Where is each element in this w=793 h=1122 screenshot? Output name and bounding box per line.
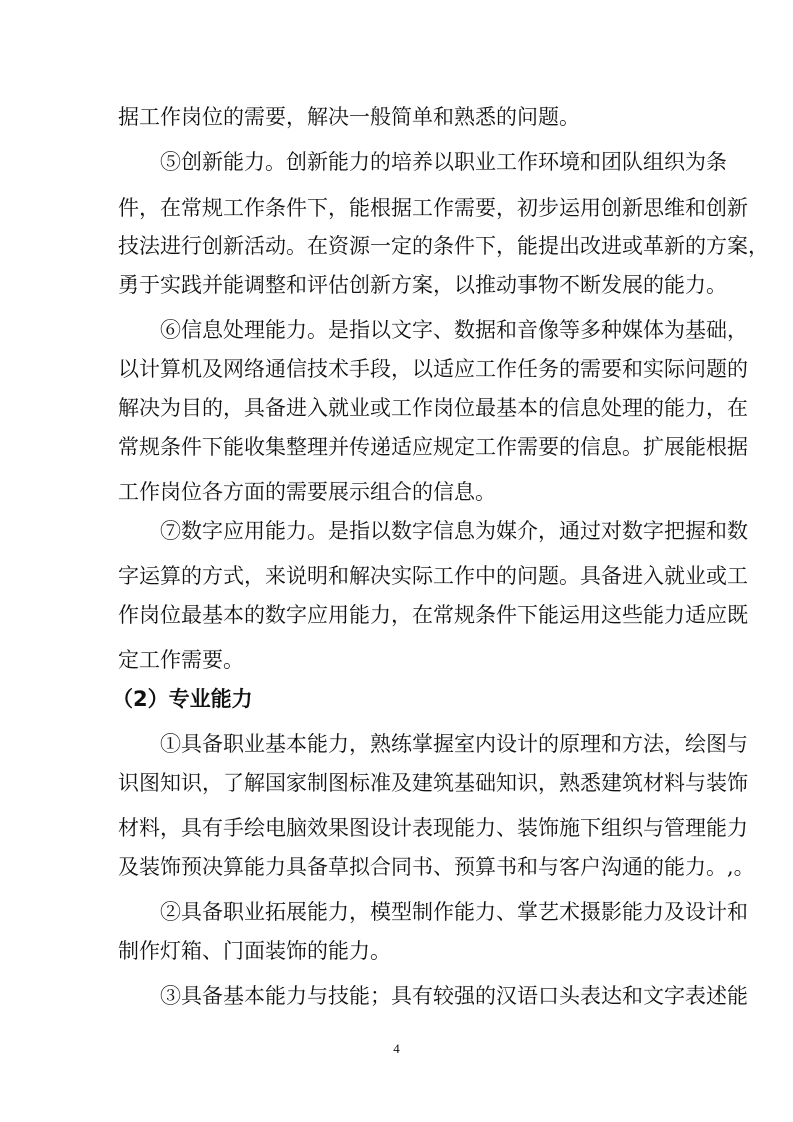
text-line: 字运算的方式，来说明和解决实际工作中的问题。具备进入就业或工 (118, 564, 748, 588)
text-line: 技法进行创新活动。在资源一定的条件下，能提出改进或革新的方案， (118, 234, 769, 258)
section-heading: （2）专业能力 (112, 687, 253, 711)
text-line: 及装饰预决算能力具备草拟合同书、预算书和与客户沟通的能力。,。 (118, 855, 755, 879)
text-line: 据工作岗位的需要，解决一般简单和熟悉的问题。 (118, 105, 580, 129)
text-line: 材料，具有手绘电脑效果图设计表现能力、装饰施下组织与管理能力 (118, 816, 748, 840)
text-line: 常规条件下能收集整理并传递适应规定工作需要的信息。扩展能根据 (118, 435, 748, 459)
text-line: ②具备职业拓展能力，模型制作能力、掌艺术摄影能力及设计和 (160, 900, 748, 924)
text-line: 作岗位最基本的数字应用能力，在常规条件下能运用这些能力适应既 (118, 603, 748, 627)
text-line: 勇于实践并能调整和评估创新方案，以推动事物不断发展的能力。 (118, 273, 727, 297)
text-line: ③具备基本能力与技能；具有较强的汉语口头表达和文字表述能 (160, 984, 748, 1008)
page-number: 4 (393, 1041, 400, 1056)
text-line: 以计算机及网络通信技术手段，以适应工作任务的需要和实际问题的 (118, 357, 748, 381)
text-line: 件，在常规工作条件下，能根据工作需要，初步运用创新思维和创新 (118, 196, 748, 220)
text-line: 工作岗位各方面的需要展示组合的信息。 (118, 480, 496, 504)
text-line: ①具备职业基本能力，熟练掌握室内设计的原理和方法，绘图与 (160, 732, 748, 756)
text-line: ⑥信息处理能力。是指以文字、数据和音像等多种媒体为基础， (160, 318, 748, 342)
text-line: 制作灯箱、门面装饰的能力。 (118, 939, 391, 963)
text-line: ⑤创新能力。创新能力的培养以职业工作环境和团队组织为条 (160, 150, 727, 174)
text-line: 解决为目的，具备进入就业或工作岗位最基本的信息处理的能力，在 (118, 396, 748, 420)
text-line: ⑦数字应用能力。是指以数字信息为媒介，通过对数字把握和数 (160, 519, 748, 543)
text-line: 识图知识，了解国家制图标准及建筑基础知识，熟悉建筑材料与装饰 (118, 771, 748, 795)
text-line: 定工作需要。 (118, 648, 244, 672)
